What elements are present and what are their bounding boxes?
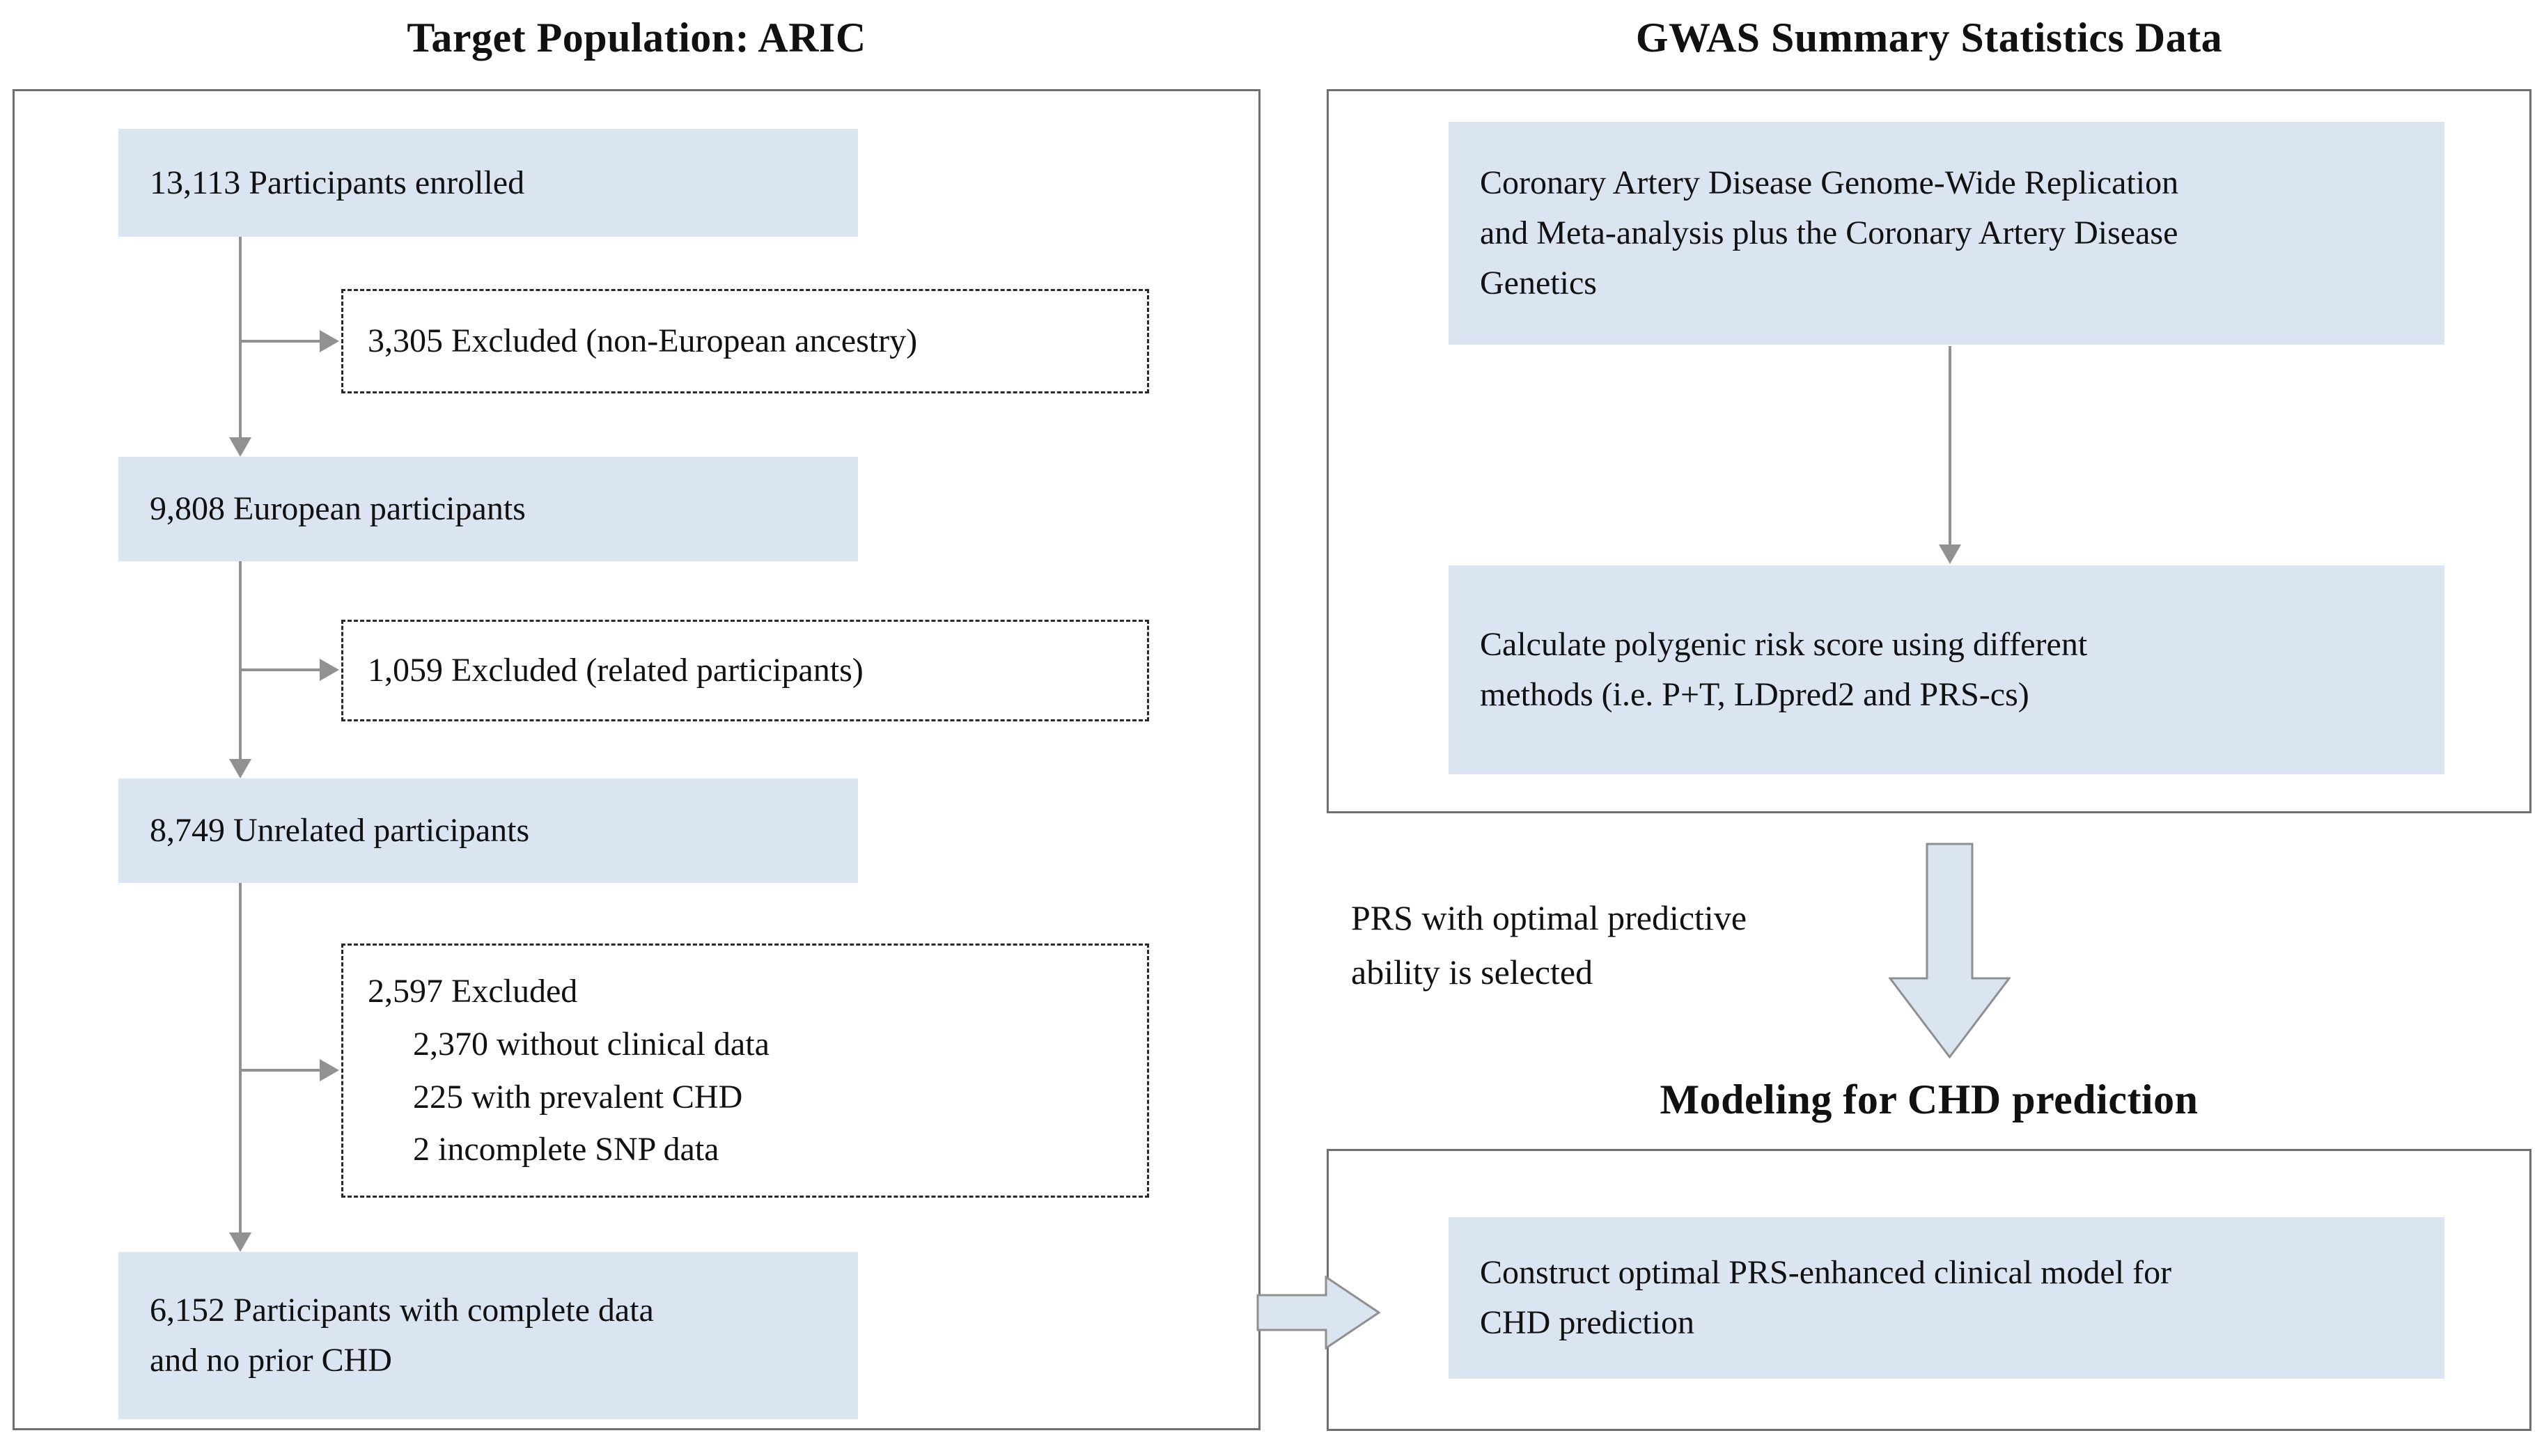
prs-selection-note-line-1: PRS with optimal predictive xyxy=(1351,898,1747,937)
european-box xyxy=(118,457,858,561)
calculate-prs-line-2: methods (i.e. P+T, LDpred2 and PRS-cs) xyxy=(1480,676,2029,713)
excluded-related-box xyxy=(341,620,1149,721)
gwas-source-text xyxy=(1449,158,2210,308)
arrowhead-down-right xyxy=(1939,545,1961,564)
modeling-panel-title: Modeling for CHD prediction xyxy=(1660,1077,2199,1122)
calculate-prs-line-1: Calculate polygenic risk score using different xyxy=(1480,626,2088,663)
branch-line-1 xyxy=(240,340,321,343)
flow-line-3 xyxy=(239,883,242,1232)
complete-line-2: and no prior CHD xyxy=(150,1342,392,1379)
gwas-source-box xyxy=(1449,122,2444,345)
arrowhead-right-3 xyxy=(320,1059,339,1081)
gwas-source-line-1: Coronary Artery Disease Genome-Wide Replication xyxy=(1480,164,2179,201)
excluded-detail-line-4: 2 incomplete SNP data xyxy=(413,1131,719,1168)
excluded-detail-line-2: 2,370 without clinical data xyxy=(413,1025,770,1063)
branch-line-2 xyxy=(240,668,321,671)
unrelated-box xyxy=(118,778,858,883)
arrowhead-down-2 xyxy=(229,759,251,778)
arrowhead-down-1 xyxy=(229,437,251,457)
gwas-source-line-2: and Meta-analysis plus the Coronary Artery Disease xyxy=(1480,214,2178,251)
calculate-prs-text xyxy=(1449,620,2118,720)
prs-selection-note xyxy=(1351,891,1894,999)
calculate-prs-box xyxy=(1449,565,2444,774)
gwas-source-line-3: Genetics xyxy=(1480,265,1597,302)
arrowhead-right-2 xyxy=(320,659,339,681)
construct-model-line-2: CHD prediction xyxy=(1480,1304,1694,1341)
flow-line-1 xyxy=(239,237,242,437)
arrowhead-down-3 xyxy=(229,1232,251,1252)
left-panel-title: Target Population: ARIC xyxy=(407,15,866,61)
excluded-detail-box xyxy=(341,944,1149,1198)
excluded-detail-line-3: 225 with prevalent CHD xyxy=(413,1078,743,1116)
enrolled-box xyxy=(118,129,858,237)
excluded-ancestry-text: 3,305 Excluded (non-European ancestry) xyxy=(368,322,918,360)
construct-model-text xyxy=(1449,1248,2203,1348)
complete-line-1: 6,152 Participants with complete data xyxy=(150,1292,654,1329)
construct-model-box xyxy=(1449,1217,2444,1379)
flow-line-right xyxy=(1949,346,1951,545)
excluded-related-text: 1,059 Excluded (related participants) xyxy=(368,652,864,689)
right-panel-title: GWAS Summary Statistics Data xyxy=(1635,15,2223,61)
excluded-ancestry-box xyxy=(341,289,1149,393)
unrelated-text: 8,749 Unrelated participants xyxy=(150,812,530,849)
branch-line-3 xyxy=(240,1069,321,1072)
block-arrow-right-icon xyxy=(1256,1276,1380,1349)
prs-selection-note-line-2: ability is selected xyxy=(1351,952,1593,992)
enrolled-text: 13,113 Participants enrolled xyxy=(150,164,525,201)
complete-box xyxy=(118,1252,858,1419)
flow-line-2 xyxy=(239,561,242,759)
block-arrow-down-icon xyxy=(1889,843,2011,1058)
european-text: 9,808 European participants xyxy=(150,490,526,527)
construct-model-line-1: Construct optimal PRS-enhanced clinical model for xyxy=(1480,1254,2172,1291)
excluded-detail-text xyxy=(343,958,794,1183)
complete-text xyxy=(118,1285,685,1386)
arrowhead-right-1 xyxy=(320,330,339,352)
excluded-detail-line-1: 2,597 Excluded xyxy=(368,972,578,1010)
